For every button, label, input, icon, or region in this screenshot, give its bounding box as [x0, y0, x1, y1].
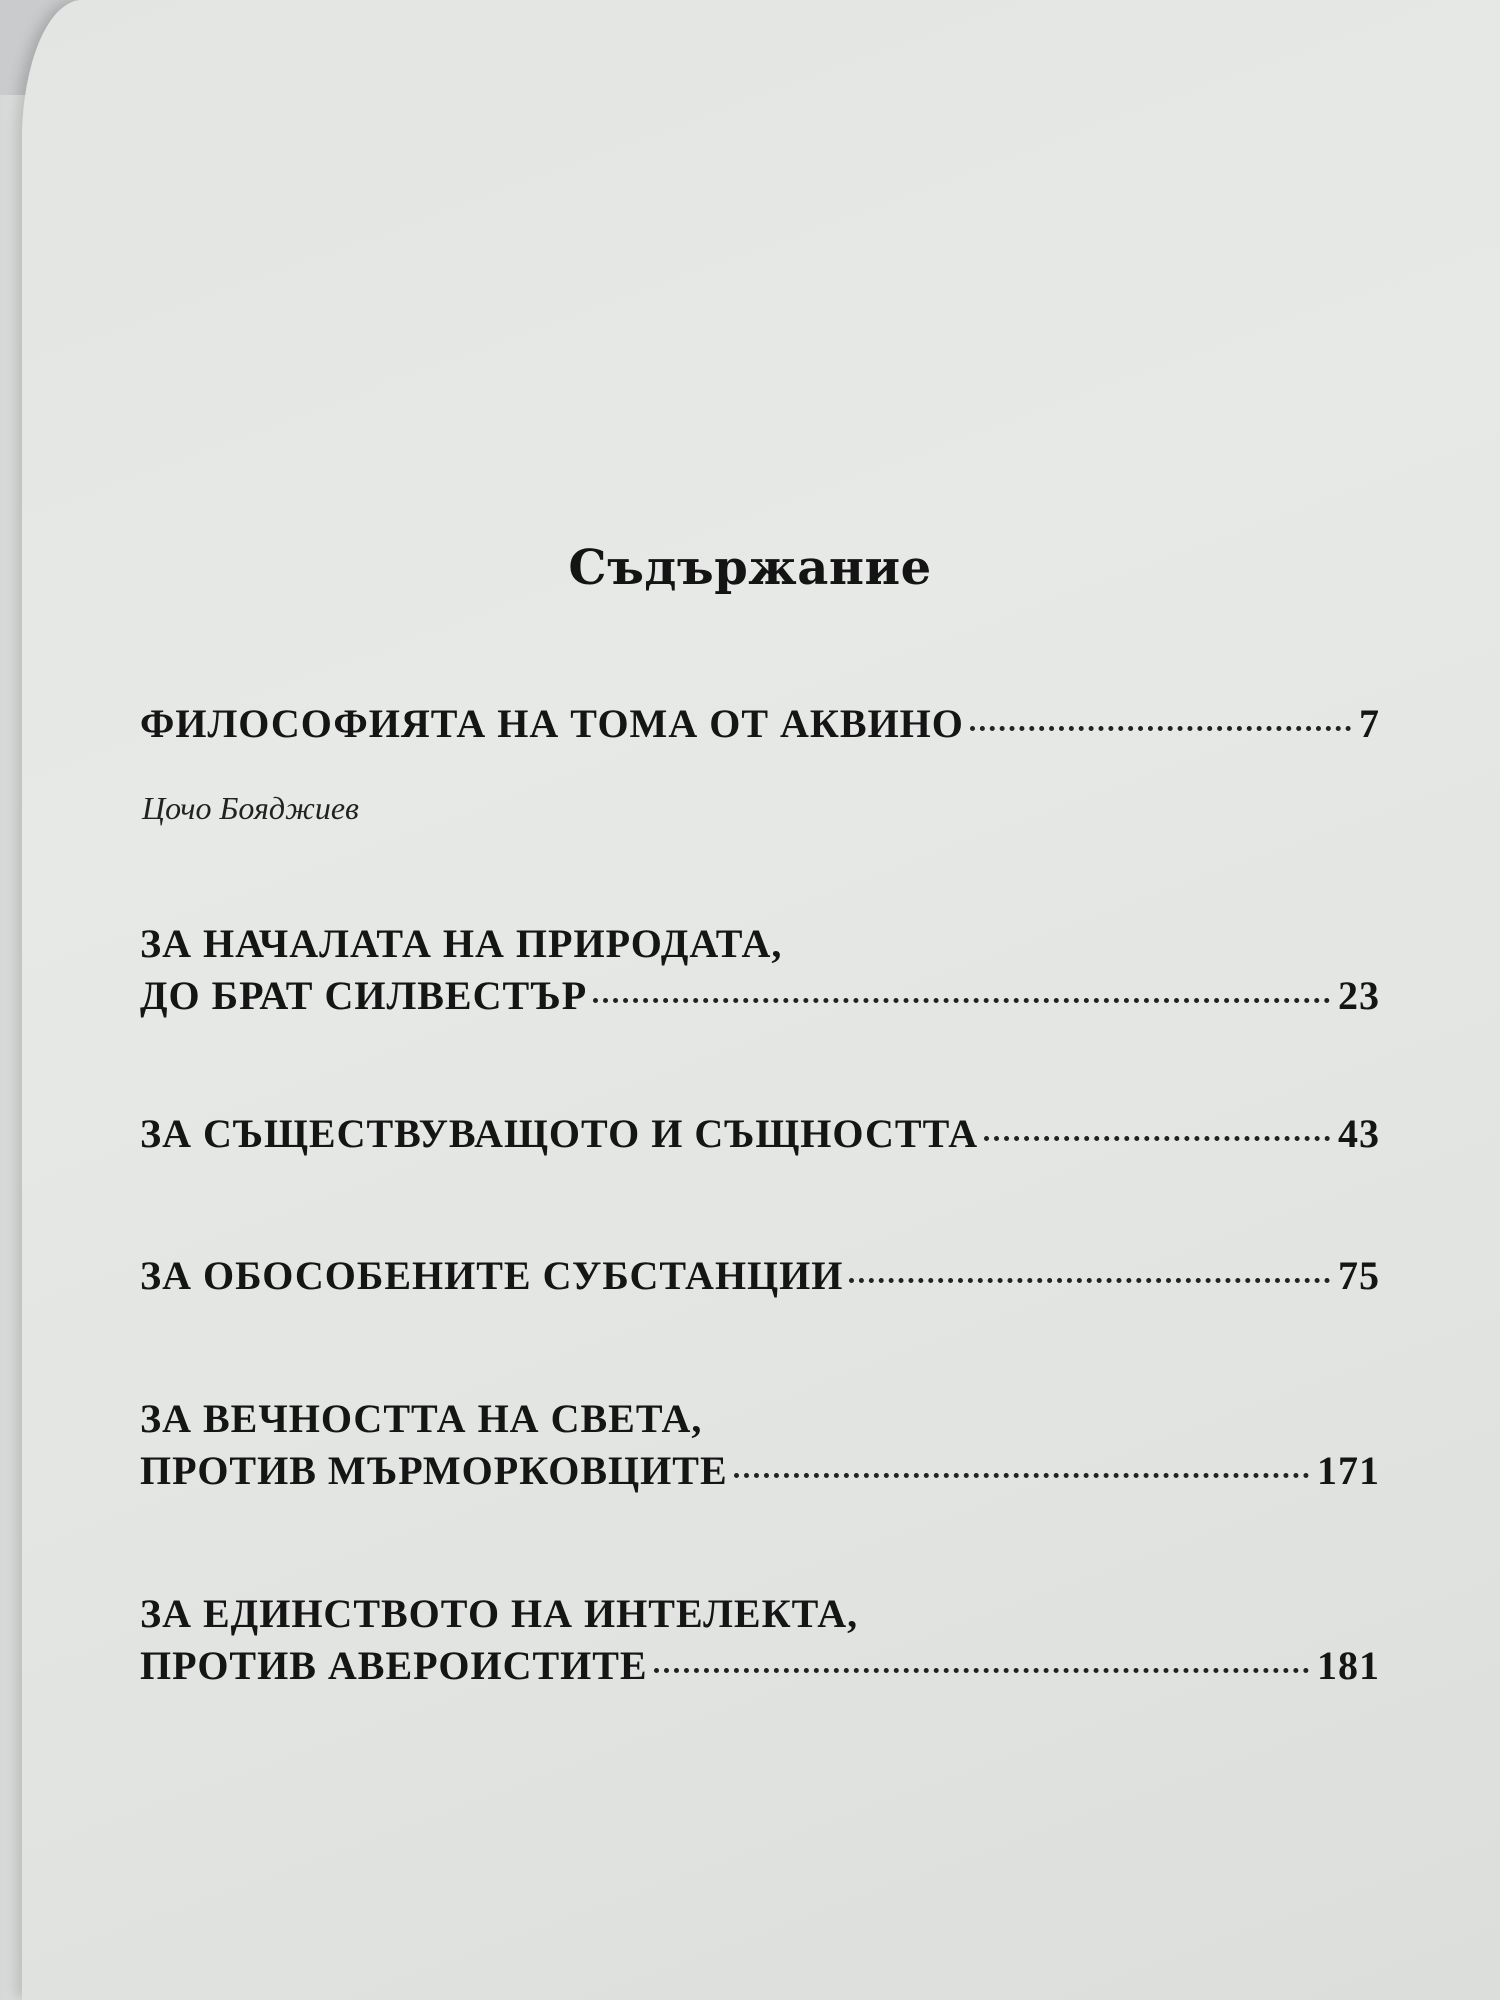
toc-entry-author: Цочо Бояджиев	[142, 790, 359, 826]
toc-entry	[140, 1395, 1380, 1499]
toc-entry-title: ЗА ОБОСОБЕНИТЕ СУБСТАНЦИИ	[140, 1253, 844, 1298]
toc-page-number: 7	[1359, 701, 1380, 746]
toc-page-number: 171	[1317, 1448, 1380, 1493]
toc-line	[140, 920, 1380, 972]
toc-entry	[140, 1252, 1380, 1304]
dot-leader	[734, 1473, 1309, 1478]
dot-leader	[593, 998, 1330, 1003]
page-title: Съдържание	[568, 540, 932, 596]
toc-line	[140, 700, 1380, 752]
toc-entry	[140, 700, 1380, 752]
dot-leader	[849, 1278, 1330, 1283]
toc-page-number: 75	[1338, 1253, 1380, 1298]
toc-entry	[140, 1110, 1380, 1162]
dot-leader	[970, 726, 1351, 731]
toc-line	[140, 1642, 1380, 1694]
toc-entry-title: ФИЛОСОФИЯТА НА ТОМА ОТ АКВИНО	[140, 701, 964, 746]
toc-page-number: 23	[1338, 973, 1380, 1018]
toc-entry-title: ЗА СЪЩЕСТВУВАЩОТО И СЪЩНОСТТА	[140, 1111, 979, 1156]
toc-entry	[140, 1590, 1380, 1694]
toc-page-number: 181	[1317, 1643, 1380, 1688]
toc-page-number: 43	[1338, 1111, 1380, 1156]
toc-entry-title: ЗА ВЕЧНОСТТА НА СВЕТА,	[140, 1396, 703, 1441]
toc-line	[140, 1590, 1380, 1642]
toc-line	[140, 1110, 1380, 1162]
toc-entry	[140, 920, 1380, 1024]
toc-entry-title: ЗА НАЧАЛАТА НА ПРИРОДАТА,	[140, 921, 783, 966]
toc-entry-title: ЗА ЕДИНСТВОТО НА ИНТЕЛЕКТА,	[140, 1591, 859, 1636]
toc-entry-title-cont: ПРОТИВ МЪРМОРКОВЦИТЕ	[140, 1448, 728, 1493]
toc-entry-title-cont: ПРОТИВ АВЕРОИСТИТЕ	[140, 1643, 648, 1688]
toc-line	[140, 972, 1380, 1024]
dot-leader	[984, 1136, 1330, 1141]
toc-line	[140, 1447, 1380, 1499]
dot-leader	[654, 1668, 1309, 1673]
toc-entry-title-cont: ДО БРАТ СИЛВЕСТЪР	[140, 973, 588, 1018]
toc-line	[140, 1395, 1380, 1447]
toc-line	[140, 1252, 1380, 1304]
